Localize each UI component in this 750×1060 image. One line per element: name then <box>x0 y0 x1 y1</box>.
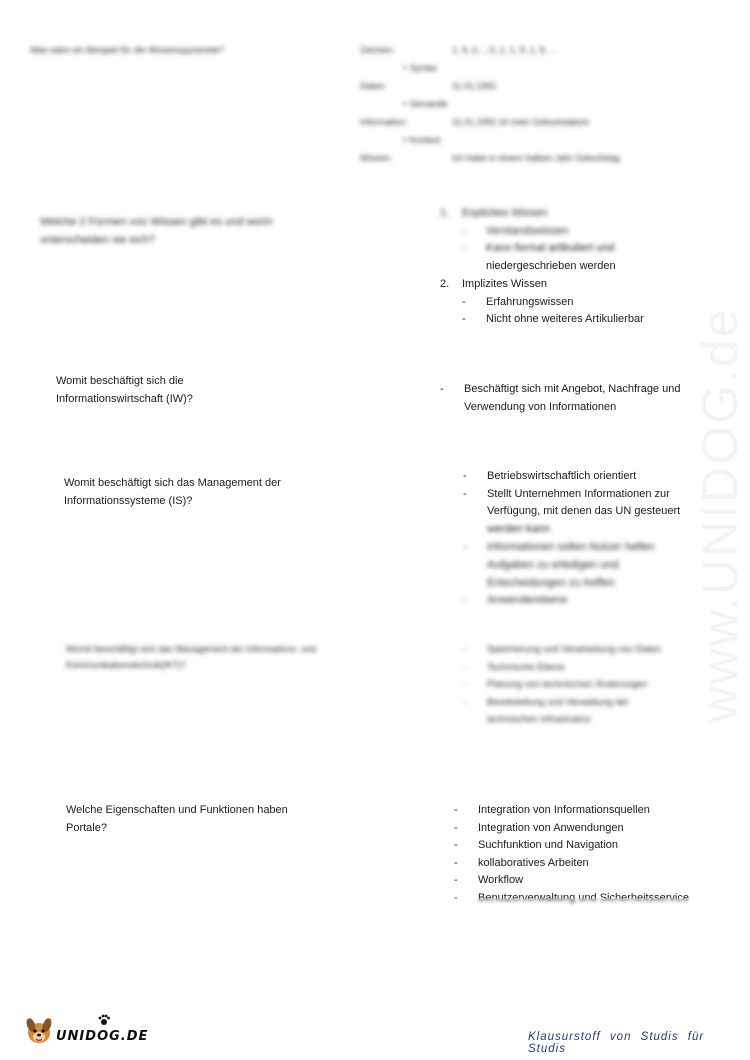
pyramid-label-information: Information: <box>360 117 408 127</box>
list-item: - Kann formal artikuliert und niedergeschrieben werden <box>462 240 690 275</box>
answer-management-is <box>463 468 698 610</box>
logo-text: UNIDOG.DE <box>56 1029 149 1044</box>
pyramid-value-zeichen: 1, 9, 2, ., 0, 1, 1, 9, 1, 9, ... <box>452 45 558 55</box>
list-item: 2. Implizites Wissen <box>440 278 547 291</box>
list-item: - Erfahrungswissen <box>462 294 690 312</box>
pyramid-arrow-syntax: + Syntax <box>402 63 438 73</box>
pyramid-arrow-semantik: + Semantik <box>402 99 448 109</box>
pyramid-example <box>360 44 680 174</box>
pyramid-value-wissen: Ich habe in einem halben Jahr Geburtstag <box>452 153 620 163</box>
answer-informationswirtschaft <box>440 381 690 416</box>
answer-portale <box>454 802 689 908</box>
list-item: - Workflow <box>454 872 689 890</box>
question-portale: Welche Eigenschaften und Funktionen haben Portale? <box>66 804 288 834</box>
blur-overlay <box>440 240 690 260</box>
footer-logo <box>22 1013 162 1049</box>
question-management-is: Womit beschäftigt sich das Management der Informationssysteme (IS)? <box>64 477 281 507</box>
pyramid-label-daten: Daten: <box>360 81 387 91</box>
footer-tagline: Klausurstoff von Studis für Studis <box>528 1031 705 1055</box>
list-item: - Verstandswissen <box>462 223 690 241</box>
list-item: - Technische Ebene <box>463 659 678 677</box>
explizit-title: Explizites Wissen <box>462 207 548 219</box>
question-wissensformen: Welche 2 Formen von Wissen gibt es und worin unterscheiden sie sich? <box>40 216 273 246</box>
implizit-title: Implizites Wissen <box>462 278 547 291</box>
answer-wissensformen <box>440 205 690 329</box>
list-item: - Betriebswirtschaftlich orientiert <box>463 468 698 486</box>
list-item: - Integration von Anwendungen <box>454 820 689 838</box>
dog-icon <box>22 1013 56 1047</box>
watermark <box>690 270 750 760</box>
watermark-text: www.UNIDOG.de <box>692 307 748 723</box>
pyramid-value-information: 11.01.1991 ist mein Geburtsdatum <box>452 117 590 127</box>
list-item: - Integration von Informationsquellen <box>454 802 689 820</box>
pyramid-label-zeichen: Zeichen: <box>360 45 395 55</box>
blur-overlay <box>454 898 689 920</box>
question-informationswirtschaft: Womit beschäftigt sich die Informationswirtschaft (IW)? <box>56 375 193 405</box>
list-item: - Informationen sollen Nutzer helfen Aufgaben zu erledigen und Entscheidungen zu treffen <box>463 539 698 592</box>
list-item: - Nicht ohne weiteres Artikulierbar <box>462 311 690 329</box>
explizit-sub2-wrapper <box>440 240 690 275</box>
list-item: - Anwenderebene <box>463 592 698 610</box>
pyramid-value-daten: 11.01.1991 <box>452 81 497 91</box>
pyramid-arrow-kontext: + Kontext <box>402 135 441 145</box>
list-item: 1. Explizites Wissen <box>440 207 548 219</box>
list-item: - Speicherung und Verarbeitung von Daten <box>463 641 678 659</box>
list-item: - Planung von technischen Änderungen <box>463 676 678 694</box>
list-item: - Beschäftigt sich mit Angebot, Nachfrage und Verwendung von Informationen <box>440 381 690 416</box>
answer-management-ikt <box>463 641 678 729</box>
blur-overlay <box>463 521 698 541</box>
list-item: - Suchfunktion und Navigation <box>454 837 689 855</box>
list-item: - Bereitstellung und Verwaltung der technischen Infrastruktur <box>463 694 678 729</box>
list-item: - Stellt Unternehmen Informationen zur Verfügung, mit denen das UN gesteuert werden kann <box>463 486 698 539</box>
list-item: - Benutzerverwaltung und Sicherheitsservice <box>454 890 689 908</box>
paw-icon <box>98 1014 110 1026</box>
pyramid-label-wissen: Wissen: <box>360 153 393 163</box>
question-management-ikt: Womit beschäftigt sich das Management der Informations- und Kommunikationstechnik(IKT)? <box>66 644 316 670</box>
question-wissenspyramide: Was wäre ein Beispiel für die Wissenspyramide? <box>30 45 225 55</box>
list-item: - kollaboratives Arbeiten <box>454 855 689 873</box>
